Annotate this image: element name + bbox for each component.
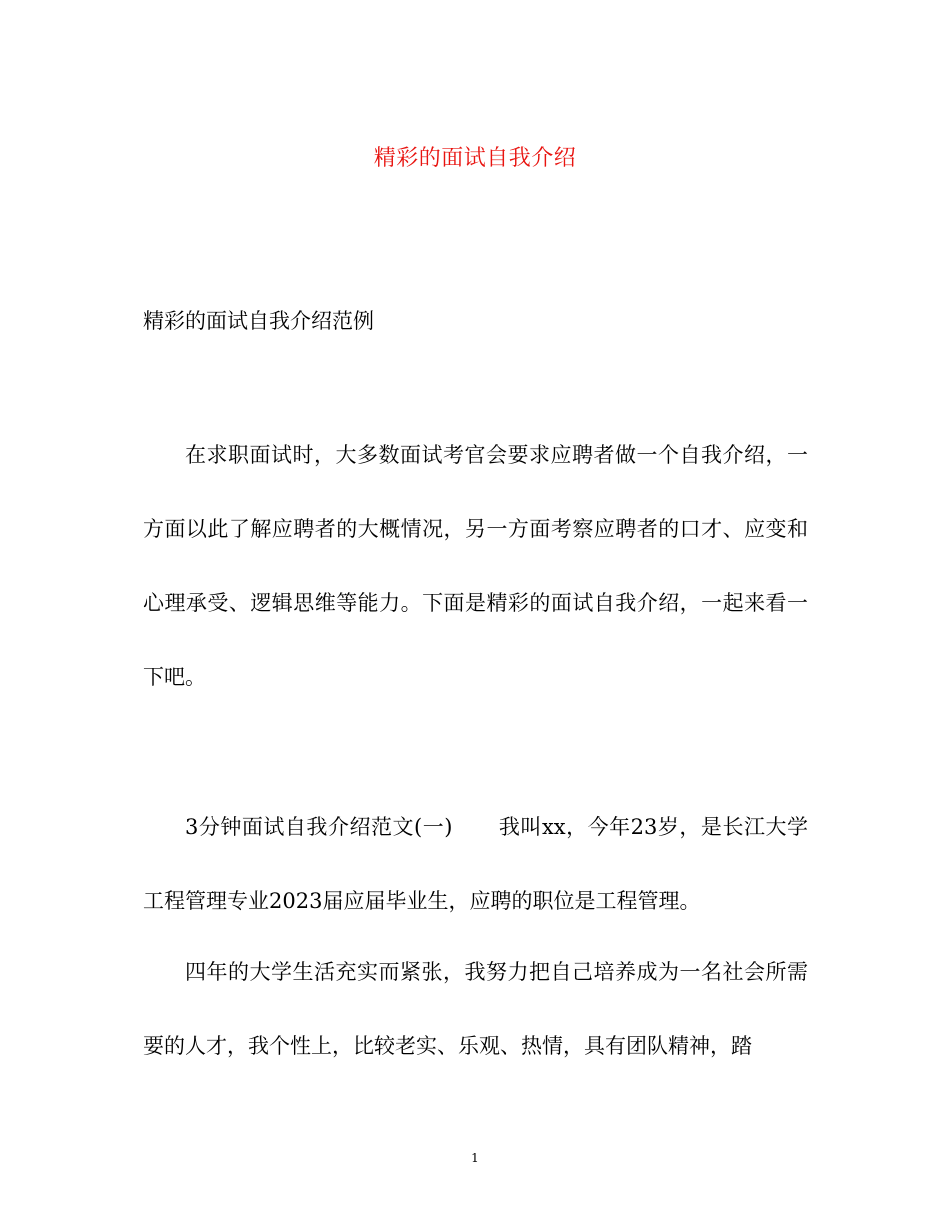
document-title: 精彩的面试自我介绍 <box>373 146 577 171</box>
intro-paragraph: 在求职面试时，大多数面试考官会要求应聘者做一个自我介绍，一方面以此了解应聘者的大概情况，另一方面考察应聘者的口才、应变和心理承受、逻辑思维等能力。下面是精彩的面试自我介绍，一起来看一下吧。 <box>143 443 808 689</box>
section-heading: 3分钟面试自我介绍范文(一) <box>185 815 453 839</box>
document-subtitle: 精彩的面试自我介绍范例 <box>143 309 374 333</box>
section-paragraph <box>143 790 808 938</box>
body-paragraph: 四年的大学生活充实而紧张，我努力把自己培养成为一名社会所需要的人才，我个性上，比较老实、乐观、热情，具有团队精神，踏 <box>143 960 808 1058</box>
page-number: 1 <box>471 1151 479 1165</box>
section-text: 我叫xx，今年23岁，是长江大学工程管理专业2023届应届毕业生，应聘的职位是工程管理。 <box>143 815 808 913</box>
